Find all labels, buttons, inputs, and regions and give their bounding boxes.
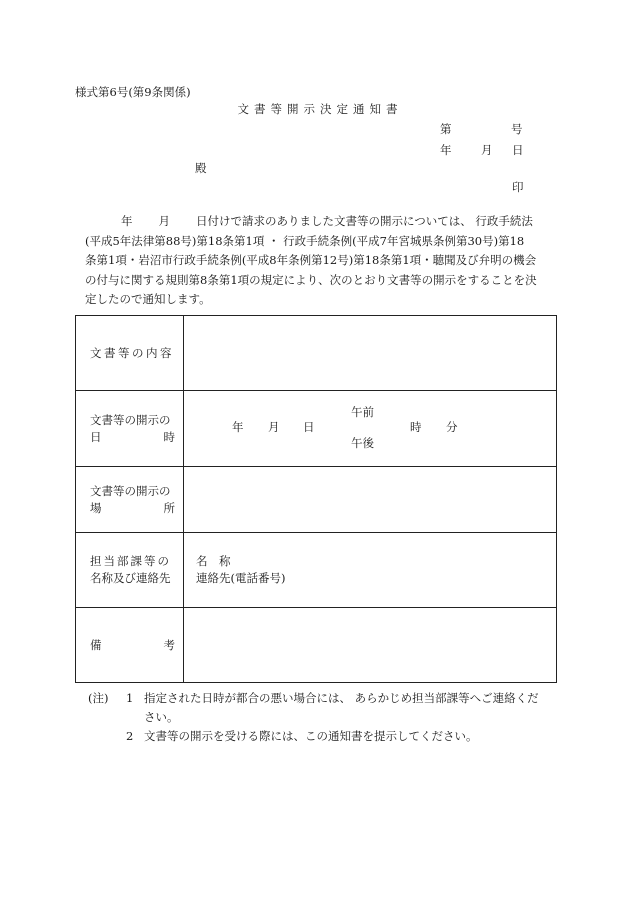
issue-date-day: 日 [512, 143, 524, 157]
notes-section [88, 689, 558, 746]
body-month: 月 [158, 214, 170, 228]
label-datetime-line1: 文書等の開示の [90, 412, 171, 427]
row-disclosure-datetime [76, 391, 557, 467]
datetime-hour: 時 [410, 420, 422, 434]
datetime-minute: 分 [446, 420, 458, 434]
note-1-text-cont: さい。 [144, 710, 179, 724]
addressee-suffix: 殿 [195, 161, 207, 175]
label-place-sho: 所 [163, 500, 175, 515]
row-document-content [76, 316, 557, 391]
form-id: 様式第6号(第9条関係) [75, 85, 191, 99]
department-contact-field: 連絡先(電話番号) [196, 571, 286, 585]
body-line-1-text: 日付けで請求のありました文書等の開示については、 行政手続法 [196, 214, 533, 228]
body-line-3: 条第1項・岩沼市行政手続条例(平成8年条例第12号)第18条第1項・聴聞及び弁明の機会 [85, 253, 537, 267]
note-2 [88, 727, 558, 746]
department-name-field: 名 称 [196, 554, 231, 568]
note-2-text: 文書等の開示を受ける際には、この通知書を提示してください。 [144, 729, 478, 743]
value-document-content[interactable] [184, 316, 557, 391]
label-remarks-kou: 考 [163, 637, 175, 652]
body-line-5: 定したので通知します。 [85, 292, 211, 306]
label-place-ba: 場 [90, 500, 102, 515]
body-line-2: (平成5年法律第88号)第18条第1項 ・ 行政手続条例(平成7年宮城県条例第30号)第18 [85, 233, 525, 248]
document-title: 文書等開示決定通知書 [237, 102, 403, 116]
issue-date-year: 年 [440, 143, 452, 157]
value-department-contact[interactable] [184, 533, 557, 608]
label-department-line2: 名称及び連絡先 [90, 571, 171, 585]
label-department-contact [76, 533, 184, 608]
note-1-continuation [88, 708, 558, 727]
value-remarks[interactable] [184, 608, 557, 683]
document-number-suffix: 号 [511, 122, 523, 136]
notes-head: (注) [88, 691, 109, 705]
datetime-month: 月 [268, 420, 280, 434]
document-number-label: 第 [440, 122, 452, 136]
notice-body [85, 212, 555, 310]
row-remarks [76, 608, 557, 683]
label-document-content [76, 316, 184, 391]
label-remarks-bi: 備 [90, 637, 102, 652]
seal-mark: 印 [512, 180, 524, 194]
label-disclosure-place [76, 467, 184, 533]
value-disclosure-datetime[interactable] [184, 391, 557, 467]
value-disclosure-place[interactable] [184, 467, 557, 533]
datetime-am[interactable]: 午前 [351, 405, 374, 419]
body-line-4: の付与に関する規則第8条第1項の規定により、次のとおり文書等の開示をすることを決 [85, 272, 537, 287]
datetime-day: 日 [303, 420, 315, 434]
label-place-line1: 文書等の開示の [90, 483, 171, 498]
label-document-content-text: 文書等の内容 [90, 345, 174, 360]
body-year: 年 [121, 214, 133, 228]
body-line-1 [85, 212, 555, 232]
note-1 [88, 689, 558, 708]
note-1-text: 指定された日時が都合の悪い場合には、 あらかじめ担当部課等へご連絡くだ [144, 691, 539, 705]
datetime-year: 年 [232, 420, 244, 434]
row-disclosure-place [76, 467, 557, 533]
label-remarks [76, 608, 184, 683]
label-department-line1: 担当部課等の [90, 554, 171, 568]
note-1-number: 1 [126, 691, 134, 705]
label-datetime-time: 時 [163, 429, 175, 444]
issue-date-month: 月 [481, 143, 493, 157]
note-2-number: 2 [126, 729, 134, 743]
disclosure-table [75, 315, 557, 683]
row-department-contact [76, 533, 557, 608]
datetime-pm[interactable]: 午後 [351, 436, 374, 450]
label-datetime-day: 日 [90, 429, 102, 444]
label-disclosure-datetime [76, 391, 184, 467]
